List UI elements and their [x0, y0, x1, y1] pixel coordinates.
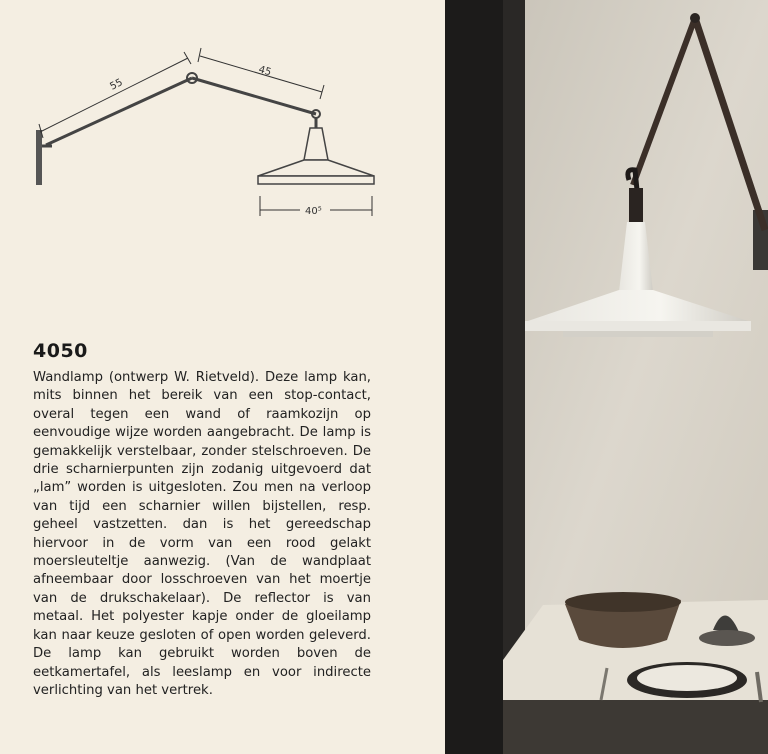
table-cloth-shadow: [503, 700, 768, 754]
lamp-photograph: [503, 0, 768, 754]
product-description: Wandlamp (ontwerp W. Rietveld). Deze lamp kan, mits binnen het bereik van een stop-contact, overal tegen een wand of raamkozijn op eenvoudige wijze worden aangebracht. De lamp is gemakkelijk verstelbaar, zonder stelschroeven. De drie scharnierpunten zijn zodanig uitgevoerd dat „lam” worden is uitgesloten. Zou men na verloop van tijd een scharnier willen bijstellen, resp. geheel vastzetten. dan is het gereedschap hiervoor in de vorm van een rood gelakt moersleuteltje aanwezig. (Van de wandplaat afneembaar door losschroeven van het moertje van de drukschakelaar). De reflector is van metaal. Het polyester kapje onder de gloeilamp kan naar keuze gesloten of open worden geleverd. De lamp kan gebruikt worden boven de eetkamertafel, als leeslamp en voor indirecte verlichting van het vertrek.: [33, 370, 371, 698]
lamp-shade: [258, 160, 374, 176]
lamp-neck: [304, 128, 328, 160]
dimension-line-arm-1: [40, 58, 188, 132]
arm2-length-label: 45: [257, 64, 273, 79]
arm1-length-label: 55: [108, 77, 125, 93]
lamp-arm-2: [192, 78, 316, 114]
lamp-technical-drawing: [0, 0, 445, 260]
page-divider: [445, 0, 503, 754]
shade-width-label: 40⁵: [305, 206, 322, 217]
wall-plate: [36, 130, 42, 185]
model-number: 4050: [33, 340, 88, 362]
photo-scene: [503, 0, 768, 754]
